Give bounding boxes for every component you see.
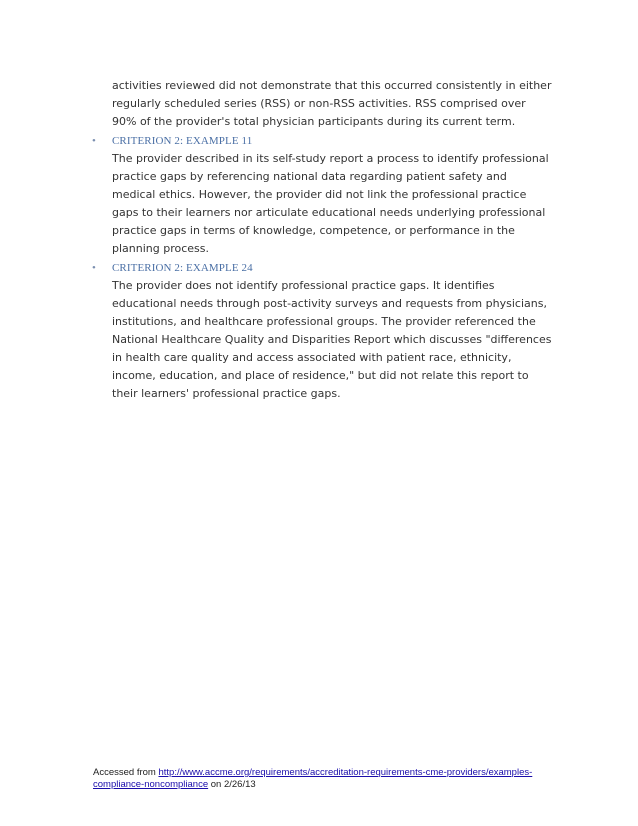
criterion-example-11-link[interactable]: CRITERION 2: EXAMPLE 11	[112, 135, 253, 147]
bullet-icon: •	[92, 262, 96, 274]
document-body	[92, 77, 552, 403]
footer-source-link[interactable]: http://www.accme.org/requirements/accreditation-requirements-cme-providers/examples-compliance-noncompliance	[93, 767, 533, 790]
criterion-example-24-link[interactable]: CRITERION 2: EXAMPLE 24	[112, 262, 253, 274]
criterion-example-11-body: The provider described in its self-study report a process to identify professional practice gaps by referencing national data regarding patient safety and medical ethics. However, the provider did not link the professional practice gaps to their learners nor articulate educational needs underlying professional practice gaps in terms of knowledge, competence, or performance in the planning process.	[112, 152, 549, 255]
criterion-example-24-item	[92, 259, 552, 277]
intro-paragraph: activities reviewed did not demonstrate that this occurred consistently in either regularly scheduled series (RSS) or non-RSS activities. RSS comprised over 90% of the provider's total physician participants during its current term.	[112, 79, 552, 128]
page-footer	[93, 767, 553, 791]
footer-suffix: on 2/26/13	[208, 779, 256, 790]
bullet-icon: •	[92, 135, 96, 147]
criterion-example-11-item	[92, 132, 552, 150]
footer-prefix: Accessed from	[93, 767, 159, 778]
criterion-example-24-body: The provider does not identify professional practice gaps. It identifies educational needs through post-activity surveys and requests from physicians, institutions, and healthcare professional groups. The provider referenced the National Healthcare Quality and Disparities Report which discusses "differences in health care quality and access associated with patient race, ethnicity, income, education, and place of residence," but did not relate this report to their learners' professional practice gaps.	[112, 279, 552, 400]
